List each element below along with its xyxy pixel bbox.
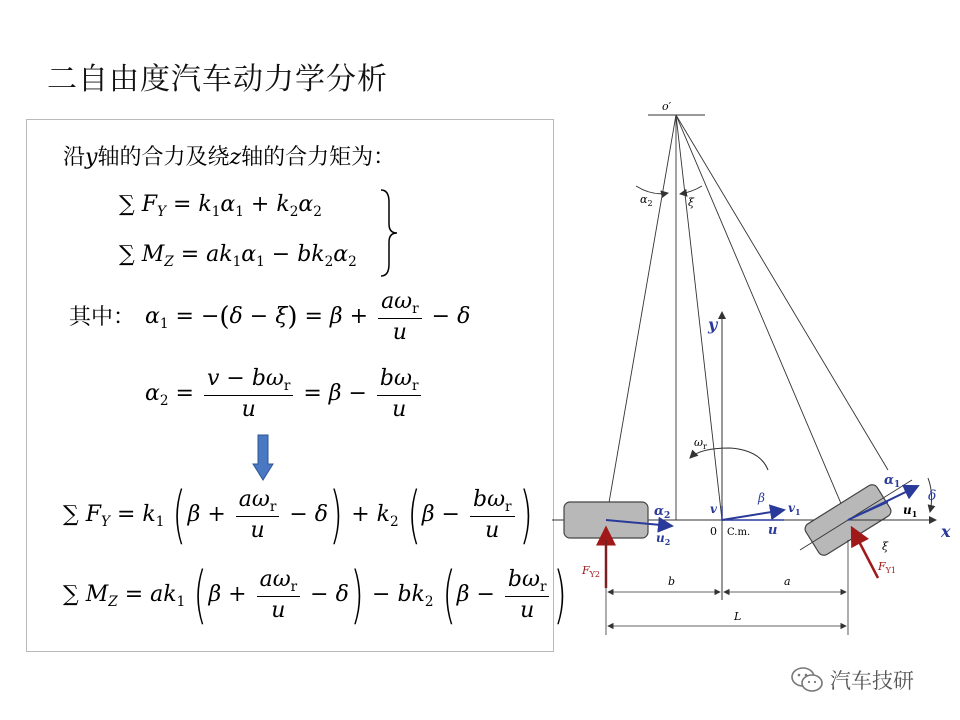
label-o-prime: o′ — [662, 100, 672, 113]
intro-text-3: 轴的合力矩为： — [241, 145, 396, 170]
intro-sentence — [63, 140, 395, 171]
watermark — [790, 665, 914, 695]
label-alpha1: $\alpha_1$ — [884, 473, 901, 490]
intro-text-2: 轴的合力及绕 — [97, 145, 230, 170]
right-brace — [377, 188, 401, 278]
two-dof-vehicle-diagram — [552, 90, 960, 650]
label-xi-top: ξ — [688, 196, 695, 209]
equation-force-sum: ∑ $F_Y = k_1\alpha_1 + k_2\alpha_2$ — [119, 192, 322, 220]
label-u: u — [768, 523, 778, 538]
label-alpha2-top: $\alpha_2$ — [640, 193, 653, 208]
label-v: v — [710, 502, 717, 516]
formula-box — [26, 119, 568, 652]
label-u2: $u_2$ — [656, 531, 671, 547]
intro-text-1: 沿 — [63, 145, 86, 170]
equation-alpha2: $\alpha_2$ = $\frac{v - b\omega_r}{u}$ = β − $\frac{b\omega_r}{u}$ — [145, 365, 424, 423]
watermark-text: 汽车技研 — [830, 669, 914, 693]
label-y-axis: y — [708, 315, 718, 334]
label-delta: δ — [928, 488, 937, 504]
where-label — [69, 300, 135, 331]
label-L: L — [734, 610, 742, 623]
equation-moment-final: ∑ $M_Z = ak_1$ (β + $\frac{a\omega_r}{u}$ − $\delta) - bk_2$ (β − $\frac{b\omega_r}{u}$ ) — [63, 558, 568, 631]
label-beta: β — [758, 491, 765, 505]
equation-alpha1: $\alpha_1 = -(\delta - \xi) = \beta$ + $\frac{a\omega_r}{u}$ − δ — [145, 289, 471, 345]
label-omega-r: $\omega_r$ — [694, 436, 707, 451]
down-arrow-icon — [252, 434, 274, 482]
label-origin: 0 — [710, 525, 717, 538]
equation-force-final: ∑ $F_Y = k_1$ (β + $\frac{a\omega_r}{u}$ − $\delta) + k_2$ (β − $\frac{b\omega_r}{u}$ ) — [63, 478, 533, 551]
intro-var-z: z — [229, 145, 242, 170]
label-alpha2: $\alpha_2$ — [654, 504, 671, 521]
intro-var-y: y — [85, 145, 98, 170]
label-fy1: $F_{Y1}$ — [878, 560, 897, 575]
label-xi: ξ — [882, 540, 889, 553]
label-cm: C.m. — [727, 527, 751, 538]
label-v1: $v_1$ — [788, 501, 801, 517]
label-x-axis: x — [941, 522, 951, 541]
slide-title: 二自由度汽车动力学分析 — [47, 62, 388, 97]
label-b: b — [668, 575, 676, 588]
label-a: a — [784, 575, 791, 588]
wechat-icon — [790, 666, 824, 694]
equation-moment-sum: ∑ $M_Z = ak_1\alpha_1 - bk_2\alpha_2$ — [119, 242, 357, 270]
label-u1: $u_1$ — [903, 503, 918, 519]
where-label-text: 其中： — [69, 305, 136, 330]
label-fy2: $F_{Y2}$ — [582, 564, 601, 579]
